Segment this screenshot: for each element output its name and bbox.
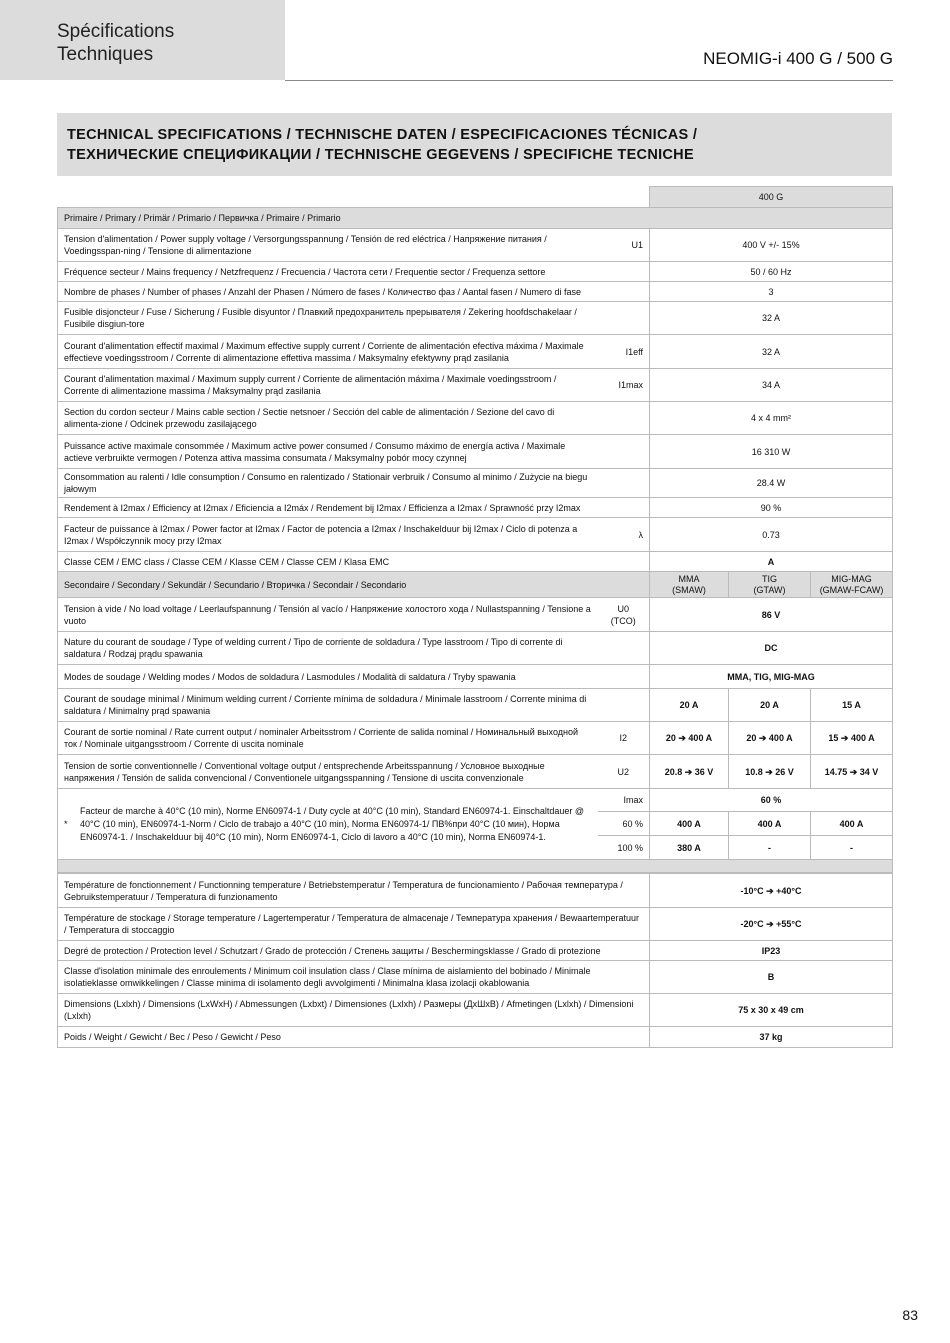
duty-cycle-wrapper bbox=[64, 805, 592, 844]
model-title: NEOMIG-i 400 G / 500 G bbox=[703, 49, 893, 68]
duty-value: 400 A bbox=[650, 812, 729, 836]
primary-row bbox=[58, 335, 893, 369]
spec-symbol bbox=[598, 402, 650, 435]
spec-label: Consommation au ralenti / Idle consumption / Consumo en ralentizado / Stationair verbruik / Consumo al minimo / Zużycie na biegu jałowym bbox=[58, 469, 598, 498]
section-title: Spécifications Techniques bbox=[57, 21, 175, 65]
spec-label: Puissance active maximale consommée / Maximum active power consumed / Consumo máximo de energía activa / Maximale actieve verbruikte vermogen / Potenza attiva massima consumata / Maksymalny pobór mocy czynnej bbox=[58, 435, 598, 469]
spec-value: 20 ➔ 400 A bbox=[650, 722, 729, 755]
spec-value: 15 ➔ 400 A bbox=[811, 722, 893, 755]
secondary-row bbox=[58, 665, 893, 689]
duty-value: - bbox=[729, 836, 811, 860]
model-header-row bbox=[58, 187, 893, 208]
spec-symbol: I1eff bbox=[598, 335, 650, 369]
spec-label: Modes de soudage / Welding modes / Modos de soldadura / Lasmodules / Modalità di saldatura / Tryby spawania bbox=[58, 665, 598, 689]
secondary-row bbox=[58, 689, 893, 722]
spec-value: 75 x 30 x 49 cm bbox=[650, 994, 893, 1027]
specs-table bbox=[57, 186, 893, 873]
spec-value: 20 ➔ 400 A bbox=[729, 722, 811, 755]
spec-label: Poids / Weight / Gewicht / Bec / Peso / Gewicht / Peso bbox=[58, 1027, 650, 1048]
spec-symbol: U2 bbox=[598, 755, 650, 789]
spec-label: Courant de sortie nominal / Rate current output / nominaler Arbeitsstrom / Corriente de salida nominal / Номинальный выходной ток / Nominale uitgangsstroom / Corrente di uscita nominale bbox=[58, 722, 598, 755]
spec-value: -10°C ➔ +40°C bbox=[650, 874, 893, 908]
spec-value: 20.8 ➔ 36 V bbox=[650, 755, 729, 789]
primary-heading-row bbox=[58, 208, 893, 229]
secondary-heading-row bbox=[58, 572, 893, 598]
banner-line-2: ТЕХНИЧЕСКИЕ СПЕЦИФИКАЦИИ / TECHNISCHE GEGEVENS / SPECIFICHE TECNICHE bbox=[67, 147, 694, 163]
spec-symbol bbox=[598, 665, 650, 689]
imax-label: Imax bbox=[598, 789, 650, 812]
environment-row bbox=[58, 994, 893, 1027]
primary-row bbox=[58, 369, 893, 402]
spec-label: Fusible disjoncteur / Fuse / Sicherung / Fusible disyuntor / Плавкий предохранитель прерывателя / Zekering hoofdschakelaar / Fusibile disgiun-tore bbox=[58, 302, 598, 335]
environment-row bbox=[58, 874, 893, 908]
specs-banner bbox=[57, 113, 892, 176]
spec-symbol: I1max bbox=[598, 369, 650, 402]
environment-row bbox=[58, 941, 893, 961]
spec-label: Facteur de puissance à I2max / Power factor at I2max / Factor de potencia a I2max / Inschakelduur bij I2max / Ciclo di potenza a I2max / Współczynnik mocy przy I2max bbox=[58, 518, 598, 552]
spec-value: -20°C ➔ +55°C bbox=[650, 908, 893, 941]
spec-value: A bbox=[650, 552, 893, 572]
spec-label: Fréquence secteur / Mains frequency / Netzfrequenz / Frecuencia / Частота сети / Frequentie sector / Frequenza settore bbox=[58, 262, 598, 282]
environment-row bbox=[58, 1027, 893, 1048]
primary-row bbox=[58, 302, 893, 335]
environment-row bbox=[58, 961, 893, 994]
spec-value: DC bbox=[650, 632, 893, 665]
mode-header: MIG-MAG (GMAW-FCAW) bbox=[811, 572, 893, 598]
spec-label: Section du cordon secteur / Mains cable section / Sectie netsnoer / Sección del cable de alimentación / Sezione del cavo di alimenta-zione / Odcinek przewodu zasilającego bbox=[58, 402, 598, 435]
spec-value: 32 A bbox=[650, 335, 893, 369]
duty-cycle-text-cell bbox=[58, 789, 598, 860]
spec-value: 14.75 ➔ 34 V bbox=[811, 755, 893, 789]
spec-value: 37 kg bbox=[650, 1027, 893, 1048]
section-tab bbox=[0, 0, 285, 80]
page-number: 83 bbox=[902, 1307, 918, 1323]
primary-row bbox=[58, 282, 893, 302]
duty-pct: 100 % bbox=[598, 836, 650, 860]
spec-value: B bbox=[650, 961, 893, 994]
spec-label: Dimensions (Lxlxh) / Dimensions (LxWxH) / Abmessungen (Lxbxt) / Dimensiones (Lxlxh) / Размеры (ДхШхВ) / Afmetingen (Lxlxh) / Dimensioni (Lxlxh) bbox=[58, 994, 650, 1027]
duty-cycle-text: Facteur de marche à 40°C (10 min), Norme EN60974-1 / Duty cycle at 40°C (10 min), Standard EN60974-1. Einschaltdauer @ 40°C (10 min), EN60974-1-Norm / Ciclo de trabajo a 40°C (10 min), Norma EN60974-1/ ПВ%при 40°C (10 мин), Норма EN60974-1. / Inschakelduur bij 40°C (10 min), Norm EN60974-1, Ciclo di lavoro a 40°C (10 min), Norma EN60974-1. bbox=[80, 805, 585, 842]
spec-value: 20 A bbox=[650, 689, 729, 722]
duty-value: 400 A bbox=[729, 812, 811, 836]
spec-value: MMA, TIG, MIG-MAG bbox=[650, 665, 893, 689]
primary-heading: Primaire / Primary / Primär / Primario / Первичка / Primaire / Primario bbox=[58, 208, 893, 229]
separator-cell bbox=[58, 860, 893, 873]
spec-value: 28.4 W bbox=[650, 469, 893, 498]
spec-value: 20 A bbox=[729, 689, 811, 722]
specs-table-body bbox=[58, 187, 893, 873]
secondary-row bbox=[58, 632, 893, 665]
environment-table bbox=[57, 873, 893, 1048]
environment-table-body bbox=[58, 874, 893, 1048]
primary-row bbox=[58, 518, 893, 552]
spec-value: IP23 bbox=[650, 941, 893, 961]
spec-label: Température de stockage / Storage temperature / Lagertemperatur / Temperatura de almacenaje / Температура хранения / Bewaartemperatuur / Temperatura di stoccaggio bbox=[58, 908, 650, 941]
spec-symbol: U0 (TCO) bbox=[598, 598, 650, 632]
model-column-header: 400 G bbox=[650, 187, 893, 208]
spec-symbol bbox=[598, 302, 650, 335]
spec-label: Classe d'isolation minimale des enroulements / Minimum coil insulation class / Clase mínima de aislamiento del bobinado / Minimale isolatieklasse omwikkelingen / Classe minima di isolamento degli avvolgimenti / Minimalna klasa izolacji okablowania bbox=[58, 961, 650, 994]
spec-symbol bbox=[598, 689, 650, 722]
spec-symbol bbox=[598, 282, 650, 302]
spec-symbol bbox=[598, 632, 650, 665]
spec-value: 32 A bbox=[650, 302, 893, 335]
spec-label: Tension à vide / No load voltage / Leerlaufspannung / Tensión al vacío / Напряжение холостого хода / Nullastspanning / Tensione a vuoto bbox=[58, 598, 598, 632]
spec-label: Nombre de phases / Number of phases / Anzahl der Phasen / Número de fases / Количество фаз / Aantal fasen / Numero di fase bbox=[58, 282, 598, 302]
duty-value: - bbox=[811, 836, 893, 860]
spec-value: 3 bbox=[650, 282, 893, 302]
spec-label: Rendement à I2max / Efficiency at I2max / Eficiencia a I2máx / Rendement bij I2max / Efficienza a I2max / Sprawność przy I2max bbox=[58, 498, 598, 518]
separator-row bbox=[58, 860, 893, 873]
blank-cell bbox=[58, 187, 650, 208]
spec-label: Tension de sortie conventionnelle / Conventional voltage output / entsprechende Arbeitsspannung / Условное выходные напряжения / Tensión de salida convencional / Conventionele uitgangsspanning / Tensione di uscita convenzionale bbox=[58, 755, 598, 789]
primary-row bbox=[58, 469, 893, 498]
spec-symbol: λ bbox=[598, 518, 650, 552]
duty-pct: 60 % bbox=[598, 812, 650, 836]
spec-value: 34 A bbox=[650, 369, 893, 402]
spec-label: Degré de protection / Protection level / Schutzart / Grado de protección / Степень защиты / Beschermingsklasse / Grado di protezione bbox=[58, 941, 650, 961]
spec-label: Température de fonctionnement / Functionning temperature / Betriebstemperatur / Temperatura de funcionamiento / Рабочая температура / Gebruikstemperatuur / Temperatura di funzionamento bbox=[58, 874, 650, 908]
spec-value: 16 310 W bbox=[650, 435, 893, 469]
spec-value: 15 A bbox=[811, 689, 893, 722]
spec-value: 0.73 bbox=[650, 518, 893, 552]
primary-row bbox=[58, 552, 893, 572]
spec-value: 86 V bbox=[650, 598, 893, 632]
mode-header: TIG (GTAW) bbox=[729, 572, 811, 598]
spec-symbol bbox=[598, 552, 650, 572]
spec-symbol bbox=[598, 435, 650, 469]
spec-label: Tension d'alimentation / Power supply voltage / Versorgungsspannung / Tensión de red eléctrica / Напряжение питания / Voedingsspan-ning / Tensione di alimentazione bbox=[58, 229, 598, 262]
spec-symbol bbox=[598, 469, 650, 498]
duty-value: 380 A bbox=[650, 836, 729, 860]
spec-value: 50 / 60 Hz bbox=[650, 262, 893, 282]
footnote-star: * bbox=[64, 819, 68, 829]
secondary-row bbox=[58, 722, 893, 755]
spec-symbol bbox=[598, 498, 650, 518]
spec-label: Classe CEM / EMC class / Classe CEM / Klasse CEM / Classe CEM / Klasa EMC bbox=[58, 552, 598, 572]
primary-row bbox=[58, 262, 893, 282]
secondary-heading: Secondaire / Secondary / Sekundär / Secundario / Вторичка / Secondair / Secondario bbox=[58, 572, 650, 598]
spec-label: Courant de soudage minimal / Minimum welding current / Corriente mínima de soldadura / Minimale lasstroom / Corrente minima di saldatura / Minimalny prąd spawania bbox=[58, 689, 598, 722]
spec-symbol: U1 bbox=[598, 229, 650, 262]
spec-symbol bbox=[598, 262, 650, 282]
primary-row bbox=[58, 402, 893, 435]
spec-symbol: I2 bbox=[598, 722, 650, 755]
spec-value: 4 x 4 mm² bbox=[650, 402, 893, 435]
secondary-row bbox=[58, 598, 893, 632]
spec-label: Courant d'alimentation effectif maximal / Maximum effective supply current / Corriente de alimentación efectiva máxima / Maximale effectieve voedingsstroom / Corrente di alimentazione effettiva massima / Maksymalny efektywny prąd zasilania bbox=[58, 335, 598, 369]
primary-row bbox=[58, 498, 893, 518]
primary-row bbox=[58, 229, 893, 262]
header-divider bbox=[285, 80, 893, 81]
imax-value: 60 % bbox=[650, 789, 893, 812]
spec-value: 400 V +/- 15% bbox=[650, 229, 893, 262]
spec-value: 10.8 ➔ 26 V bbox=[729, 755, 811, 789]
spec-label: Courant d'alimentation maximal / Maximum supply current / Corriente de alimentación máxima / Maximale voedingsstroom / Corrente di alimentazione massima / Maksymalny prąd zasilania bbox=[58, 369, 598, 402]
environment-row bbox=[58, 908, 893, 941]
primary-row bbox=[58, 435, 893, 469]
duty-cycle-row bbox=[58, 789, 893, 812]
mode-header: MMA (SMAW) bbox=[650, 572, 729, 598]
spec-value: 90 % bbox=[650, 498, 893, 518]
banner-line-1: TECHNICAL SPECIFICATIONS / TECHNISCHE DATEN / ESPECIFICACIONES TÉCNICAS / bbox=[67, 127, 698, 143]
duty-value: 400 A bbox=[811, 812, 893, 836]
spec-label: Nature du courant de soudage / Type of welding current / Tipo de corriente de soldadura / Type lasstroom / Tipo di corrente di saldatura / Rodzaj prądu spawania bbox=[58, 632, 598, 665]
secondary-row bbox=[58, 755, 893, 789]
